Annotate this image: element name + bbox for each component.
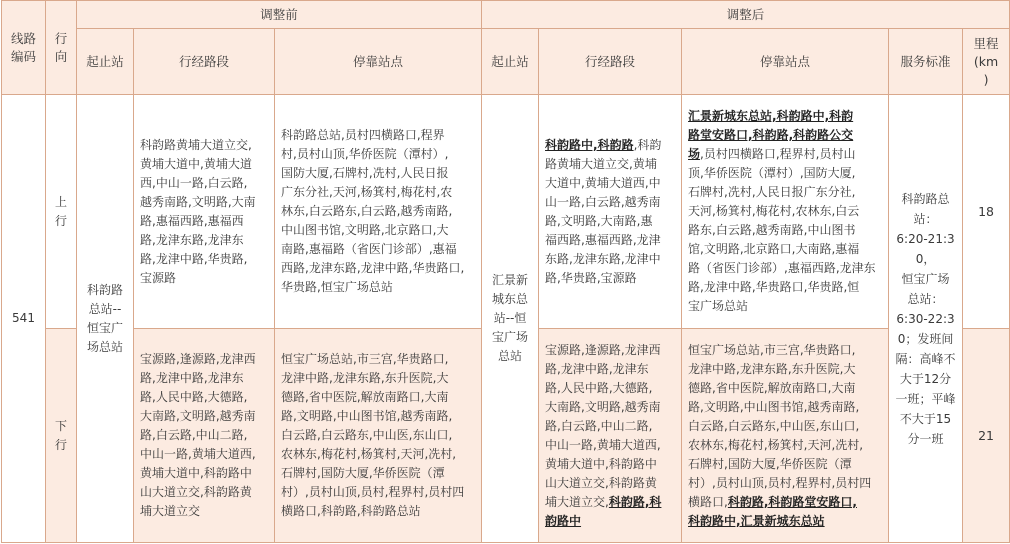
header-path-after: 行经路段 (539, 29, 682, 95)
header-service: 服务标准 (889, 29, 963, 95)
up-after-path-rest: ,科韵 路黄埔大道立交,黄埔 大道中,黄埔大道西,中 山一路,白云路,越秀南 路,文明路,大南路,惠 福西路,惠福西路,龙津 东路,龙津东路,龙津中 路,华贵路,宝源路 (545, 137, 662, 285)
direction-up: 上 行 (46, 95, 77, 329)
before-terminals: 科韵路 总站-- 恒宝广 场总站 (77, 95, 134, 543)
header-start-end-after: 起止站 (482, 29, 539, 95)
down-before-stops: 恒宝广场总站,市三宫,华贵路口, 龙津中路,龙津东路,东升医院,大 德路,省中医院,解放南路口,大南 路,文明路,中山图书馆,越秀南路, 白云路,白云路东,中山医,东山口, 农林东,梅花村,杨箕村,天河,冼村, 石牌村,国防大厦,华侨医院（潭 村）,员村山顶,员村,程界村,员村四 横路口,科韵路,科韵路总站 (275, 329, 482, 543)
route-code-cell: 541 (2, 95, 46, 543)
down-after-stops-new: 科韵路,科韵路堂安路口, 科韵路中,汇景新城东总站 (688, 494, 857, 528)
header-route-code: 线路 编码 (2, 1, 46, 95)
route-adjustment-table (1, 0, 1010, 543)
service-standard: 科韵路总 站： 6:20-21:3 0， 恒宝广场 总站： 6:30-22:3 0；发班间 隔：高峰不 大于12分 一班；平峰 不大于15 分一班 (889, 95, 963, 543)
header-direction: 行 向 (46, 1, 77, 95)
up-after-stops-new: 汇景新城东总站,科韵路中,科韵 路堂安路口,科韵路,科韵路公交 场 (688, 109, 854, 161)
down-after-path-new: 科韵路,科 韵路中 (545, 494, 662, 528)
up-after-path (539, 95, 682, 329)
down-after-path (539, 329, 682, 543)
up-after-stops (682, 95, 889, 329)
header-start-end-before: 起止站 (77, 29, 134, 95)
direction-down: 下 行 (46, 329, 77, 543)
header-stops-after: 停靠站点 (682, 29, 889, 95)
down-mileage: 21 (963, 329, 1010, 543)
down-after-stops-rest: 恒宝广场总站,市三宫,华贵路口, 龙津中路,龙津东路,东升医院,大 德路,省中医院,解放南路口,大南 路,文明路,中山图书馆,越秀南路, 白云路,白云路东,中山医,东山口, 农林东,梅花村,杨箕村,天河,冼村, 石牌村,国防大厦,华侨医院（潭 村）,员村山顶,员村,程界村,员村四 横路口, (688, 342, 872, 509)
header-mileage: 里程 (km ) (963, 29, 1010, 95)
header-after: 调整后 (482, 1, 1010, 29)
header-path-before: 行经路段 (134, 29, 275, 95)
down-after-path-rest: 宝源路,逢源路,龙津西 路,龙津中路,龙津东 路,人民中路,大德路, 大南路,文明路,越秀南 路,白云路,中山二路, 中山一路,黄埔大道西, 黄埔大道中,科韵路中 山大道立交,科韵路黄 埔大道立交, (545, 342, 661, 509)
down-before-path: 宝源路,逢源路,龙津西 路,龙津中路,龙津东 路,人民中路,大德路, 大南路,文明路,越秀南 路,白云路,中山二路, 中山一路,黄埔大道西, 黄埔大道中,科韵路中 山大道立交,科韵路黄 埔大道立交 (134, 329, 275, 543)
up-after-path-new: 科韵路中,科韵路 (545, 137, 634, 152)
up-mileage: 18 (963, 95, 1010, 329)
down-after-stops (682, 329, 889, 543)
up-before-stops: 科韵路总站,员村四横路口,程界 村,员村山顶,华侨医院（潭村）, 国防大厦,石牌村,冼村,人民日报 广东分社,天河,杨箕村,梅花村,农 林东,白云路东,白云路,越秀南路, 中山图书馆,文明路,北京路口,大 南路,惠福路（省医门诊部）,惠福 西路,龙津东路,龙津中路,华贵路口, 华贵路,恒宝广场总站 (275, 95, 482, 329)
header-before: 调整前 (77, 1, 482, 29)
header-stops-before: 停靠站点 (275, 29, 482, 95)
up-after-stops-rest: ,员村四横路口,程界村,员村山 顶,华侨医院（潭村）,国防大厦, 石牌村,冼村,人民日报广东分社, 天河,杨箕村,梅花村,农林东,白云 路东,白云路,越秀南路,中山图书 馆,文明路,北京路口,大南路,惠福 路（省医门诊部）,惠福西路,龙津东 路,龙津中路,华贵路口,华贵路,恒 宝广场总站 (688, 147, 876, 313)
up-before-path: 科韵路黄埔大道立交, 黄埔大道中,黄埔大道 西,中山一路,白云路, 越秀南路,文明路,大南 路,惠福西路,惠福西 路,龙津东路,龙津东 路,龙津中路,华贵路, 宝源路 (134, 95, 275, 329)
after-terminals: 汇景新 城东总 站--恒 宝广场 总站 (482, 95, 539, 543)
